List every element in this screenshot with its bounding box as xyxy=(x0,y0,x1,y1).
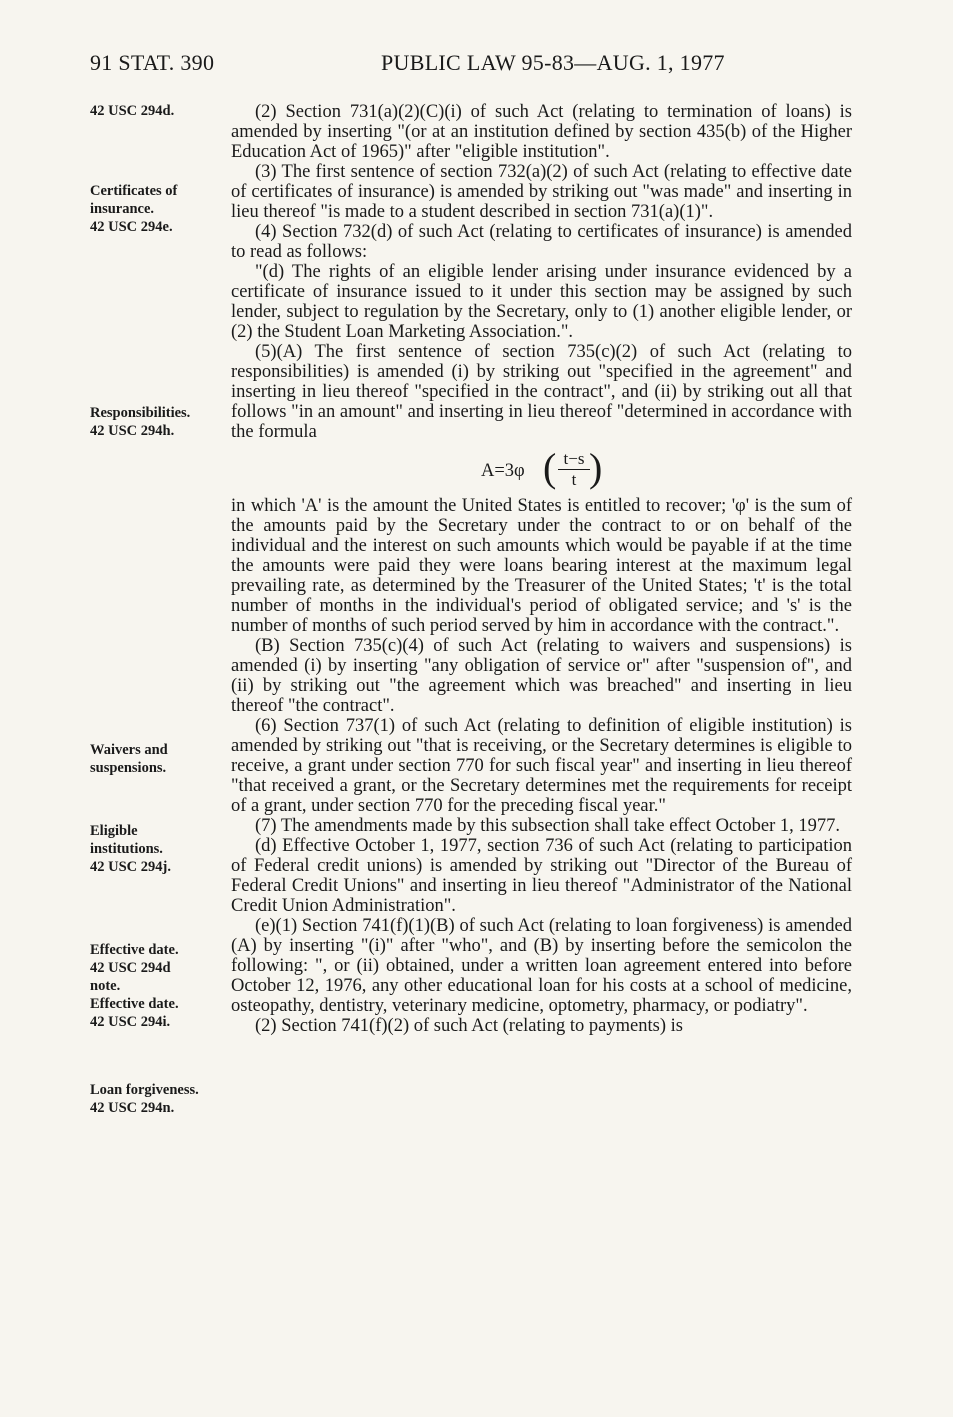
paragraph: (4) Section 732(d) of such Act (relating to certificates of insurance) is amended to read as follows: xyxy=(231,222,852,262)
margin-note-line: Certificates of xyxy=(90,183,178,199)
margin-note-waivers xyxy=(90,741,225,777)
paragraph: (B) Section 735(c)(4) of such Act (relating to waivers and suspensions) is amended (i) by inserting "any obligation of service or" after "suspension of", and (ii) by striking out "the agreement which was breached" and inserting in lieu thereof "the contract". xyxy=(231,636,852,716)
margin-note-line: 42 USC 294d. xyxy=(90,103,175,119)
margin-note-line: 42 USC 294e. xyxy=(90,219,173,235)
margin-note-eligible-institutions xyxy=(90,822,225,876)
margin-note-line: suspensions. xyxy=(90,760,167,776)
margin-note-line: institutions. xyxy=(90,841,163,857)
paragraph: (e)(1) Section 741(f)(1)(B) of such Act (relating to loan forgiveness) is amended (A) by inserting "(i)" after "who", and (B) by inserting before the semicolon the following: ", or (ii) obtained, under a written loan agreement entered into before October 12, 1976, any other educational loan for his costs at a school of medicine, osteopathy, dentistry, veterinary medicine, optometry, pharmacy, or podiatry". xyxy=(231,916,852,1016)
formula-left-paren: ( xyxy=(543,445,557,490)
formula-lhs: A=3φ xyxy=(481,461,525,481)
paragraph: (2) Section 731(a)(2)(C)(i) of such Act (relating to termination of loans) is amended by inserting "(or at an institution defined by section 435(b) of the Higher Education Act of 1965)" after "eligible institution". xyxy=(231,102,852,162)
paragraph: (2) Section 741(f)(2) of such Act (relating to payments) is xyxy=(255,1016,683,1036)
margin-note-line: insurance. xyxy=(90,201,155,217)
margin-note-responsibilities xyxy=(90,404,225,440)
statute-body xyxy=(231,102,852,1036)
page-header xyxy=(90,50,852,80)
formula-denominator: t xyxy=(571,470,577,489)
formula-right-paren: ) xyxy=(589,445,603,490)
margin-note-42-usc-294d xyxy=(90,102,225,120)
paragraph: "(d) The rights of an eligible lender arising under insurance evidenced by a certificate of insurance issued to it under this section may be assigned by such lender, subject to regulation by the Secretary, only to (1) another eligible lender, or (2) the Student Loan Marketing Association.". xyxy=(231,262,852,342)
margin-note-line: 42 USC 294h. xyxy=(90,423,175,439)
margin-note-loan-forgiveness xyxy=(90,1081,225,1117)
margin-note-line: 42 USC 294j. xyxy=(90,859,171,875)
formula-fraction xyxy=(558,449,590,490)
statute-page-number: 91 STAT. 390 xyxy=(90,50,215,75)
paragraph: (3) The first sentence of section 732(a)(2) of such Act (relating to effective date of certificates of insurance) is amended by striking out "was made" and inserting in lieu thereof "is made to a student described in section 731(a)(1)". xyxy=(231,162,852,222)
margin-note-line: Responsibilities. xyxy=(90,405,191,421)
margin-note-line: 42 USC 294i. xyxy=(90,1014,171,1030)
repayment-formula xyxy=(231,445,852,492)
paragraph: (d) Effective October 1, 1977, section 736 of such Act (relating to participation of Federal credit unions) is amended by striking out "Director of the Bureau of Federal Credit Unions" and inserting in lieu thereof "Administrator of the National Credit Union Administration". xyxy=(231,836,852,916)
margin-note-line: Effective date. xyxy=(90,942,179,958)
margin-note-line: Effective date. xyxy=(90,996,179,1012)
margin-note-effective-dates xyxy=(90,941,225,1031)
paragraph: (5)(A) The first sentence of section 735(c)(2) of such Act (relating to responsibilities) is amended (i) by striking out "specified in the agreement" and inserting in lieu thereof "specified in the contract", and (ii) by striking out all that follows "in an amount" and inserting in lieu thereof "determined in accordance with the formula xyxy=(231,342,852,442)
margin-note-line: Loan forgiveness. xyxy=(90,1082,199,1098)
margin-note-line: Eligible xyxy=(90,823,138,839)
public-law-title: PUBLIC LAW 95-83—AUG. 1, 1977 xyxy=(381,50,725,75)
paragraph: (6) Section 737(1) of such Act (relating to definition of eligible institution) is amended by striking out "that is receiving, or the Secretary determines is eligible to receive, a grant under section 770 for such fiscal year" and inserting in lieu thereof "that received a grant, or the Secretary determines met the requirements for receipt of a grant, under section 770 for the preceding fiscal year." xyxy=(231,716,852,816)
paragraph: (7) The amendments made by this subsection shall take effect October 1, 1977. xyxy=(255,816,840,836)
formula-numerator: t−s xyxy=(558,449,590,470)
margin-note-certificates xyxy=(90,182,225,236)
margin-note-line: 42 USC 294d xyxy=(90,960,171,976)
margin-note-line: note. xyxy=(90,978,121,994)
margin-note-line: 42 USC 294n. xyxy=(90,1100,175,1116)
margin-note-line: Waivers and xyxy=(90,742,168,758)
paragraph: in which 'A' is the amount the United States is entitled to recover; 'φ' is the sum of the amounts paid by the Secretary under the contract to or on behalf of the individual and the interest on such amounts which would be payable if at the time the amounts were paid they were loans bearing interest at the maximum legal prevailing rate, as determined by the Treasurer of the United States; 't' is the total number of months in the individual's period of obligated service; and 's' is the number of months of such period served by him in accordance with the contract.". xyxy=(231,496,852,636)
